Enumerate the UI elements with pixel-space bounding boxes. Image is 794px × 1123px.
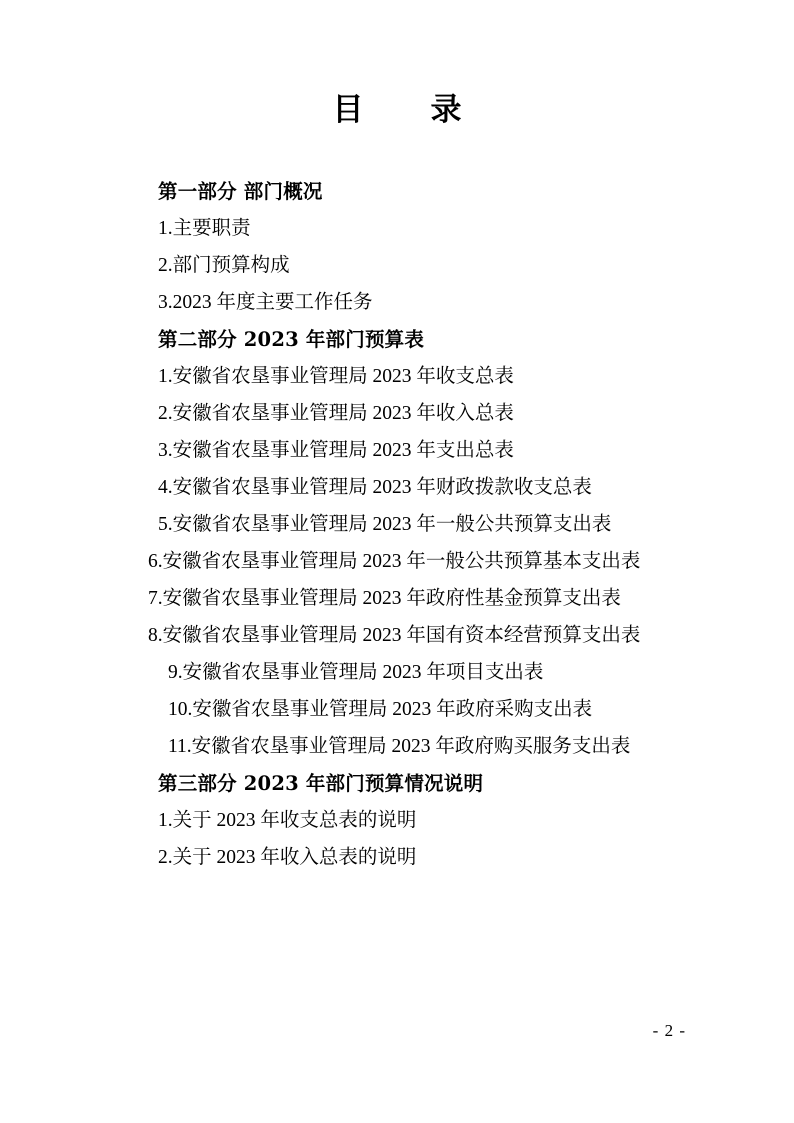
toc-entry-part-1[interactable]: 第一部分 部门概况 — [158, 180, 323, 204]
toc-entry-1-2[interactable]: 2.部门预算构成 — [158, 255, 290, 277]
toc-entry-2-3[interactable]: 3.安徽省农垦事业管理局 2023 年支出总表 — [158, 440, 514, 462]
toc-entry-part-3[interactable]: 第三部分 2023 年部门预算情况说明 — [158, 772, 484, 796]
toc-entry-2-1[interactable]: 1.安徽省农垦事业管理局 2023 年收支总表 — [158, 366, 514, 388]
page-number: - 2 - — [652, 1021, 686, 1040]
toc-entry-2-7[interactable]: 7.安徽省农垦事业管理局 2023 年政府性基金预算支出表 — [148, 588, 621, 610]
toc-entry-2-11[interactable]: 11.安徽省农垦事业管理局 2023 年政府购买服务支出表 — [168, 736, 631, 758]
toc-entry-2-10[interactable]: 10.安徽省农垦事业管理局 2023 年政府采购支出表 — [168, 699, 593, 721]
table-of-contents — [148, 173, 678, 876]
toc-entry-2-8[interactable]: 8.安徽省农垦事业管理局 2023 年国有资本经营预算支出表 — [148, 625, 641, 647]
toc-entry-part-2[interactable]: 第二部分 2023 年部门预算表 — [158, 328, 425, 352]
toc-entry-1-1[interactable]: 1.主要职责 — [158, 218, 251, 240]
toc-entry-3-2[interactable]: 2.关于 2023 年收入总表的说明 — [158, 847, 417, 869]
toc-entry-3-1[interactable]: 1.关于 2023 年收支总表的说明 — [158, 810, 417, 832]
toc-entry-2-6[interactable]: 6.安徽省农垦事业管理局 2023 年一般公共预算基本支出表 — [148, 551, 641, 573]
toc-entry-2-9[interactable]: 9.安徽省农垦事业管理局 2023 年项目支出表 — [168, 662, 544, 684]
toc-entry-2-5[interactable]: 5.安徽省农垦事业管理局 2023 年一般公共预算支出表 — [158, 514, 612, 536]
page-title: 目 录 — [332, 92, 480, 128]
toc-entry-2-2[interactable]: 2.安徽省农垦事业管理局 2023 年收入总表 — [158, 403, 514, 425]
toc-entry-1-3[interactable]: 3.2023 年度主要工作任务 — [158, 292, 373, 314]
toc-entry-2-4[interactable]: 4.安徽省农垦事业管理局 2023 年财政拨款收支总表 — [158, 477, 592, 499]
